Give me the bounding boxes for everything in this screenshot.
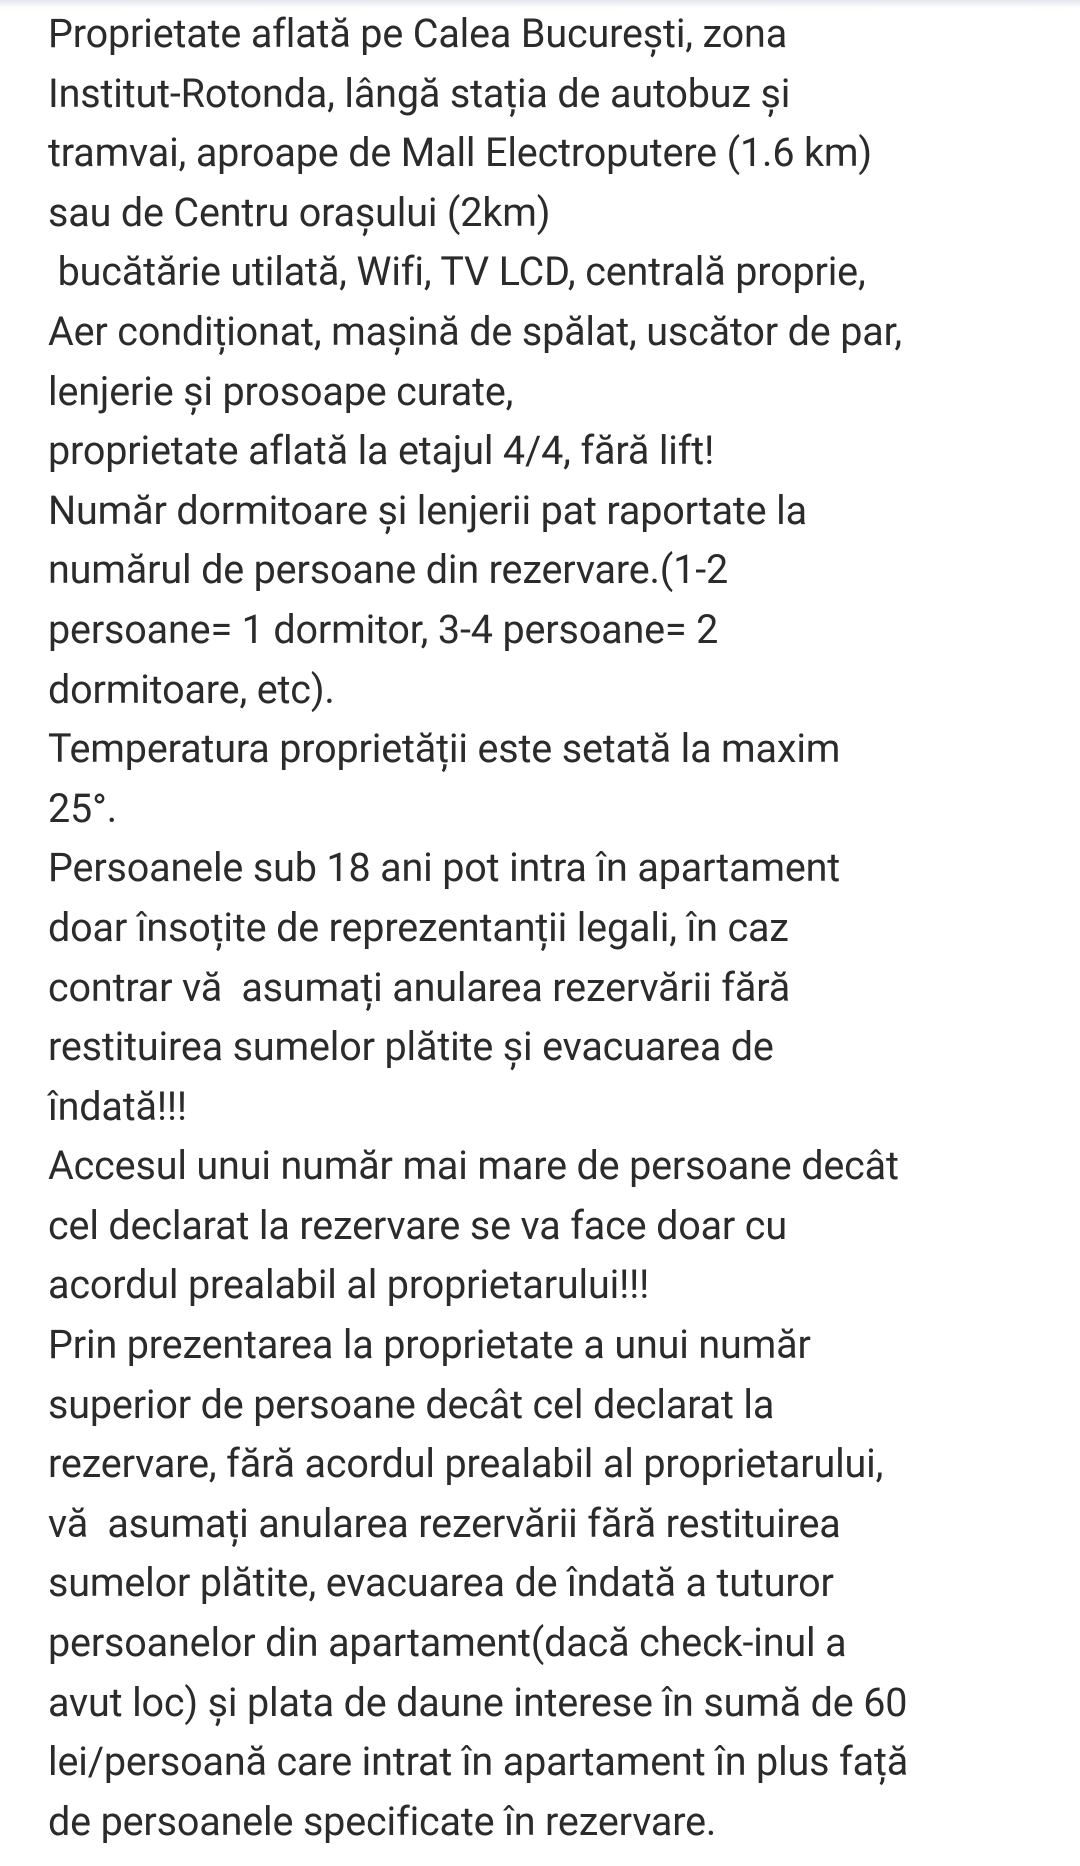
description-line: lei/persoană care intrat în apartament în plus față [48, 1738, 909, 1786]
description-line: proprietate aflată la etajul 4/4, fără lift! [48, 427, 715, 475]
description-line: 25°. [48, 784, 117, 832]
description-line: rezervare, fără acordul prealabil al proprietarului, [48, 1440, 884, 1488]
description-line: acordul prealabil al proprietarului!!! [48, 1261, 650, 1309]
description-line: Proprietate aflată pe Calea București, zona [48, 10, 788, 57]
description-line: Temperatura proprietății este setată la maxim [48, 725, 841, 773]
description-line: sumelor plătite, evacuarea de îndată a tuturor [48, 1559, 834, 1607]
description-line: contrar vă asumați anularea rezervării fără [48, 963, 791, 1011]
description-line: îndată!!! [48, 1082, 187, 1130]
description-line: avut loc) și plata de daune interese în sumă de 60 [48, 1678, 908, 1726]
description-line: sau de Centru orașului (2km) [48, 188, 551, 236]
description-line: persoane= 1 dormitor, 3-4 persoane= 2 [48, 605, 719, 653]
description-line: dormitoare, etc). [48, 665, 335, 713]
description-line: vă asumați anularea rezervării fără restituirea [48, 1499, 841, 1547]
description-line: tramvai, aproape de Mall Electroputere (1.6 km) [48, 129, 872, 177]
description-line: doar însoțite de reprezentanții legali, în caz [48, 903, 789, 951]
description-line: de persoanele specificate în rezervare. [48, 1797, 717, 1845]
description-line: Persoanele sub 18 ani pot intra în apartament [48, 844, 841, 892]
description-line: Accesul unui număr mai mare de persoane decât [48, 1142, 899, 1190]
description-line: numărul de persoane din rezervare.(1-2 [48, 546, 729, 594]
description-line: Număr dormitoare și lenjerii pat raportate la [48, 486, 807, 534]
description-line: Aer condiționat, mașină de spălat, uscător de par, [48, 307, 903, 355]
description-line: cel declarat la rezervare se va face doar cu [48, 1201, 787, 1249]
description-line: restituirea sumelor plătite și evacuarea de [48, 1023, 774, 1071]
description-line: lenjerie și prosoape curate, [48, 367, 514, 415]
description-line: persoanelor din apartament(dacă check-inul a [48, 1619, 847, 1667]
description-line: Prin prezentarea la proprietate a unui număr [48, 1321, 811, 1369]
description-line: bucătărie utilată, Wifi, TV LCD, centrală proprie, [48, 248, 866, 296]
description-line: Institut-Rotonda, lângă stația de autobuz și [48, 69, 791, 117]
description-line: superior de persoane decât cel declarat la [48, 1380, 775, 1428]
property-description [48, 4, 1058, 1851]
